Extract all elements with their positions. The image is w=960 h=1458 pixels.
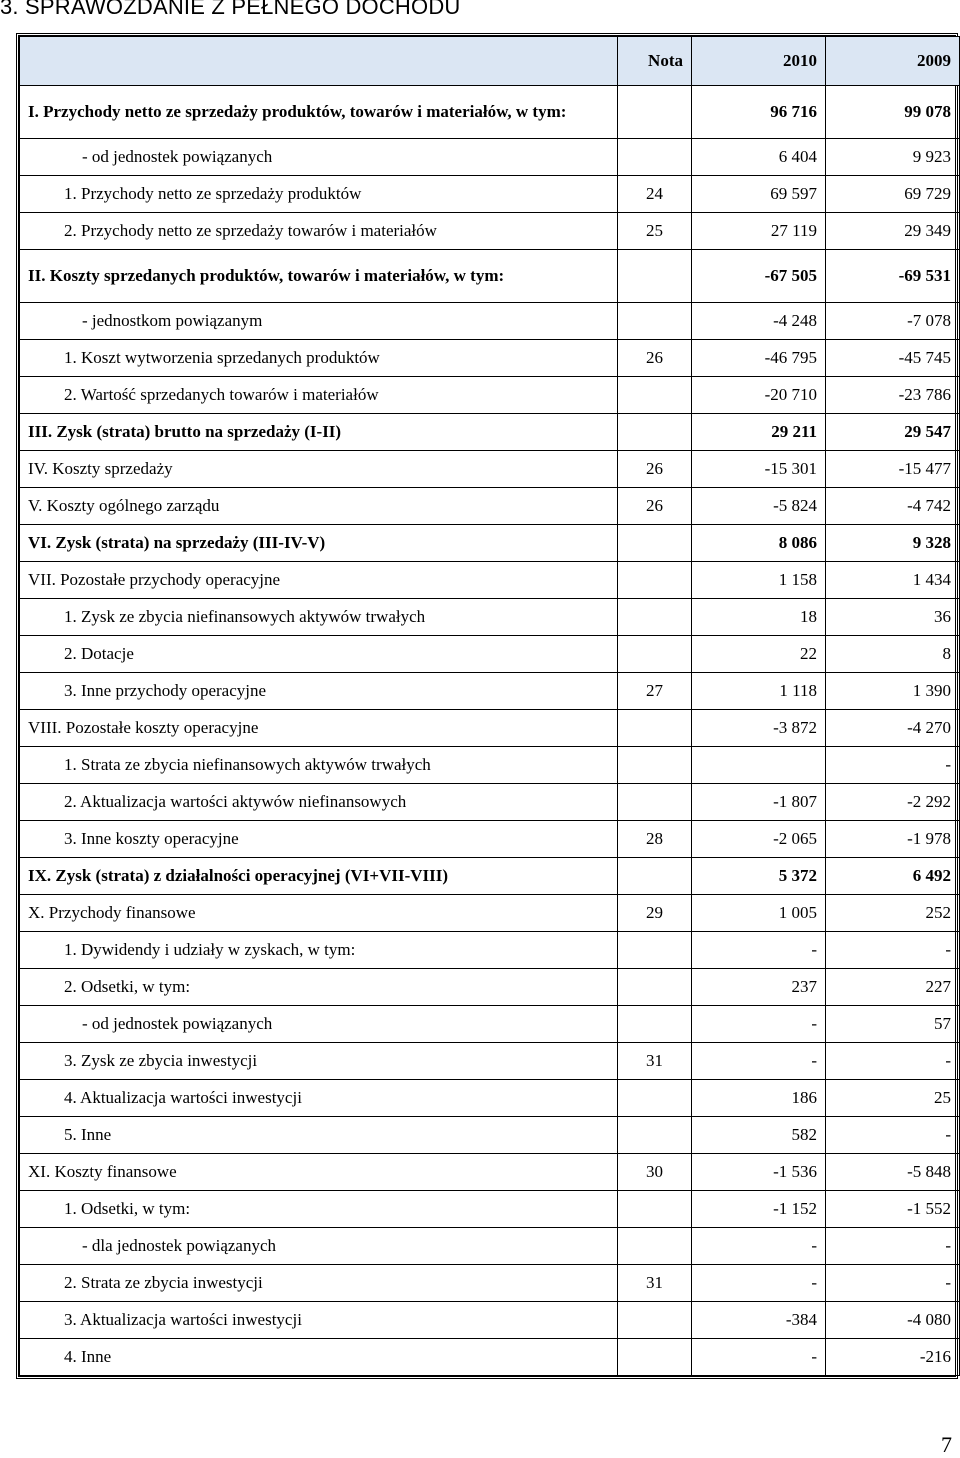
row-value-2010: - xyxy=(692,932,826,969)
row-label: 1. Strata ze zbycia niefinansowych aktywów trwałych xyxy=(20,747,618,784)
row-label: VI. Zysk (strata) na sprzedaży (III-IV-V) xyxy=(20,525,618,562)
row-nota: 29 xyxy=(618,895,692,932)
row-nota xyxy=(618,86,692,139)
row-nota xyxy=(618,303,692,340)
row-value-2009: -69 531 xyxy=(826,250,960,303)
table-row xyxy=(20,821,960,858)
row-nota: 25 xyxy=(618,213,692,250)
row-nota xyxy=(618,1339,692,1376)
row-value-2010: -1 807 xyxy=(692,784,826,821)
table-row xyxy=(20,1265,960,1302)
row-nota xyxy=(618,1191,692,1228)
table-row xyxy=(20,710,960,747)
row-nota: 31 xyxy=(618,1043,692,1080)
row-nota xyxy=(618,1006,692,1043)
table-row xyxy=(20,1302,960,1339)
row-value-2010: -20 710 xyxy=(692,377,826,414)
row-nota xyxy=(618,784,692,821)
row-label: - dla jednostek powiązanych xyxy=(20,1228,618,1265)
row-nota xyxy=(618,414,692,451)
row-nota: 26 xyxy=(618,340,692,377)
row-value-2009: -5 848 xyxy=(826,1154,960,1191)
row-nota xyxy=(618,969,692,1006)
row-value-2009: 29 547 xyxy=(826,414,960,451)
table-row xyxy=(20,414,960,451)
table-row xyxy=(20,139,960,176)
row-value-2009: -15 477 xyxy=(826,451,960,488)
table-row xyxy=(20,636,960,673)
row-value-2009: 36 xyxy=(826,599,960,636)
row-value-2009: -216 xyxy=(826,1339,960,1376)
row-value-2009: 29 349 xyxy=(826,213,960,250)
row-label: 5. Inne xyxy=(20,1117,618,1154)
row-value-2010: 69 597 xyxy=(692,176,826,213)
row-value-2009: 1 434 xyxy=(826,562,960,599)
row-label: 1. Przychody netto ze sprzedaży produktów xyxy=(20,176,618,213)
row-label: II. Koszty sprzedanych produktów, towarów i materiałów, w tym: xyxy=(20,250,618,303)
row-label: IX. Zysk (strata) z działalności operacyjnej (VI+VII-VIII) xyxy=(20,858,618,895)
row-value-2010: -46 795 xyxy=(692,340,826,377)
table-row xyxy=(20,747,960,784)
row-value-2009: - xyxy=(826,1228,960,1265)
row-value-2010: - xyxy=(692,1228,826,1265)
row-value-2010: 5 372 xyxy=(692,858,826,895)
row-value-2010: - xyxy=(692,1265,826,1302)
row-nota xyxy=(618,377,692,414)
table-row xyxy=(20,895,960,932)
row-value-2010: 27 119 xyxy=(692,213,826,250)
row-value-2010: - xyxy=(692,1006,826,1043)
row-value-2009: -4 080 xyxy=(826,1302,960,1339)
table-row xyxy=(20,1006,960,1043)
row-label: 1. Koszt wytworzenia sprzedanych produktów xyxy=(20,340,618,377)
row-value-2009: 9 328 xyxy=(826,525,960,562)
row-value-2009: 99 078 xyxy=(826,86,960,139)
row-label: 3. Zysk ze zbycia inwestycji xyxy=(20,1043,618,1080)
table-row xyxy=(20,932,960,969)
row-nota xyxy=(618,747,692,784)
row-nota xyxy=(618,250,692,303)
row-value-2010: - xyxy=(692,1339,826,1376)
table-header-row xyxy=(20,37,960,86)
row-label: IV. Koszty sprzedaży xyxy=(20,451,618,488)
table-row xyxy=(20,1228,960,1265)
row-value-2009: - xyxy=(826,1117,960,1154)
row-label: 2. Aktualizacja wartości aktywów niefinansowych xyxy=(20,784,618,821)
table-row xyxy=(20,1080,960,1117)
row-value-2010: 582 xyxy=(692,1117,826,1154)
table-row xyxy=(20,86,960,139)
header-year-2010: 2010 xyxy=(692,37,826,86)
row-value-2009: -23 786 xyxy=(826,377,960,414)
row-value-2010: 1 158 xyxy=(692,562,826,599)
page-number: 7 xyxy=(941,1432,952,1457)
row-label: XI. Koszty finansowe xyxy=(20,1154,618,1191)
row-value-2009: 6 492 xyxy=(826,858,960,895)
row-label: - od jednostek powiązanych xyxy=(20,1006,618,1043)
row-value-2009: - xyxy=(826,747,960,784)
row-label: III. Zysk (strata) brutto na sprzedaży (I-II) xyxy=(20,414,618,451)
table-row xyxy=(20,1339,960,1376)
row-value-2009: -4 742 xyxy=(826,488,960,525)
row-label: 1. Odsetki, w tym: xyxy=(20,1191,618,1228)
row-nota: 27 xyxy=(618,673,692,710)
row-value-2010: -384 xyxy=(692,1302,826,1339)
row-label: X. Przychody finansowe xyxy=(20,895,618,932)
row-nota xyxy=(618,710,692,747)
table-row xyxy=(20,303,960,340)
row-value-2010: - xyxy=(692,1043,826,1080)
table-row xyxy=(20,451,960,488)
row-value-2010: -67 505 xyxy=(692,250,826,303)
row-value-2010: -5 824 xyxy=(692,488,826,525)
income-statement-table xyxy=(19,36,960,1376)
row-value-2009: -4 270 xyxy=(826,710,960,747)
row-label: - jednostkom powiązanym xyxy=(20,303,618,340)
row-value-2010: -3 872 xyxy=(692,710,826,747)
header-year-2009: 2009 xyxy=(826,37,960,86)
row-value-2010: -15 301 xyxy=(692,451,826,488)
row-value-2010: 186 xyxy=(692,1080,826,1117)
row-nota xyxy=(618,1228,692,1265)
row-nota xyxy=(618,858,692,895)
table-row xyxy=(20,525,960,562)
row-value-2010: -1 536 xyxy=(692,1154,826,1191)
row-value-2009: -2 292 xyxy=(826,784,960,821)
row-value-2009: 57 xyxy=(826,1006,960,1043)
row-value-2010: 18 xyxy=(692,599,826,636)
header-nota: Nota xyxy=(618,37,692,86)
row-label: 3. Aktualizacja wartości inwestycji xyxy=(20,1302,618,1339)
row-value-2010: -1 152 xyxy=(692,1191,826,1228)
table-row xyxy=(20,858,960,895)
table-row xyxy=(20,488,960,525)
row-label: V. Koszty ogólnego zarządu xyxy=(20,488,618,525)
income-statement-frame xyxy=(16,33,958,1379)
row-nota xyxy=(618,139,692,176)
row-value-2010: 96 716 xyxy=(692,86,826,139)
row-nota xyxy=(618,1302,692,1339)
table-row xyxy=(20,340,960,377)
row-nota xyxy=(618,636,692,673)
row-label: VII. Pozostałe przychody operacyjne xyxy=(20,562,618,599)
row-label: 3. Inne koszty operacyjne xyxy=(20,821,618,858)
row-nota: 28 xyxy=(618,821,692,858)
row-label: 1. Zysk ze zbycia niefinansowych aktywów trwałych xyxy=(20,599,618,636)
row-nota: 26 xyxy=(618,488,692,525)
row-label: I. Przychody netto ze sprzedaży produktów, towarów i materiałów, w tym: xyxy=(20,86,618,139)
row-nota xyxy=(618,562,692,599)
row-nota xyxy=(618,1117,692,1154)
row-label: - od jednostek powiązanych xyxy=(20,139,618,176)
table-row xyxy=(20,377,960,414)
row-label: 1. Dywidendy i udziały w zyskach, w tym: xyxy=(20,932,618,969)
table-row xyxy=(20,599,960,636)
row-value-2009: -1 978 xyxy=(826,821,960,858)
row-nota: 31 xyxy=(618,1265,692,1302)
table-row xyxy=(20,784,960,821)
table-row xyxy=(20,1154,960,1191)
row-nota: 30 xyxy=(618,1154,692,1191)
row-value-2010: -4 248 xyxy=(692,303,826,340)
row-value-2010: 29 211 xyxy=(692,414,826,451)
row-value-2009: -1 552 xyxy=(826,1191,960,1228)
row-nota xyxy=(618,599,692,636)
row-value-2010: 237 xyxy=(692,969,826,1006)
row-value-2009: -7 078 xyxy=(826,303,960,340)
row-value-2009: 69 729 xyxy=(826,176,960,213)
row-label: 4. Inne xyxy=(20,1339,618,1376)
row-nota: 26 xyxy=(618,451,692,488)
row-value-2009: - xyxy=(826,932,960,969)
row-nota xyxy=(618,1080,692,1117)
row-label: 2. Odsetki, w tym: xyxy=(20,969,618,1006)
table-row xyxy=(20,176,960,213)
row-nota: 24 xyxy=(618,176,692,213)
row-value-2009: - xyxy=(826,1265,960,1302)
row-value-2009: 9 923 xyxy=(826,139,960,176)
row-label: 2. Przychody netto ze sprzedaży towarów i materiałów xyxy=(20,213,618,250)
row-value-2010 xyxy=(692,747,826,784)
row-value-2010: -2 065 xyxy=(692,821,826,858)
row-value-2009: 227 xyxy=(826,969,960,1006)
row-value-2009: -45 745 xyxy=(826,340,960,377)
header-empty-cell xyxy=(20,37,618,86)
table-row xyxy=(20,969,960,1006)
row-value-2009: 252 xyxy=(826,895,960,932)
row-label: 2. Wartość sprzedanych towarów i materiałów xyxy=(20,377,618,414)
table-row xyxy=(20,673,960,710)
row-value-2010: 1 005 xyxy=(692,895,826,932)
row-label: VIII. Pozostałe koszty operacyjne xyxy=(20,710,618,747)
row-label: 4. Aktualizacja wartości inwestycji xyxy=(20,1080,618,1117)
row-value-2009: 8 xyxy=(826,636,960,673)
row-value-2009: 1 390 xyxy=(826,673,960,710)
table-row xyxy=(20,1191,960,1228)
table-row xyxy=(20,213,960,250)
table-row xyxy=(20,1117,960,1154)
row-nota xyxy=(618,525,692,562)
row-value-2009: - xyxy=(826,1043,960,1080)
row-label: 3. Inne przychody operacyjne xyxy=(20,673,618,710)
row-value-2009: 25 xyxy=(826,1080,960,1117)
section-title: 3. SPRAWOZDANIE Z PEŁNEGO DOCHODU xyxy=(0,0,461,19)
table-row xyxy=(20,250,960,303)
row-value-2010: 1 118 xyxy=(692,673,826,710)
table-row xyxy=(20,562,960,599)
row-value-2010: 8 086 xyxy=(692,525,826,562)
row-value-2010: 6 404 xyxy=(692,139,826,176)
row-label: 2. Dotacje xyxy=(20,636,618,673)
row-nota xyxy=(618,932,692,969)
row-value-2010: 22 xyxy=(692,636,826,673)
row-label: 2. Strata ze zbycia inwestycji xyxy=(20,1265,618,1302)
table-row xyxy=(20,1043,960,1080)
